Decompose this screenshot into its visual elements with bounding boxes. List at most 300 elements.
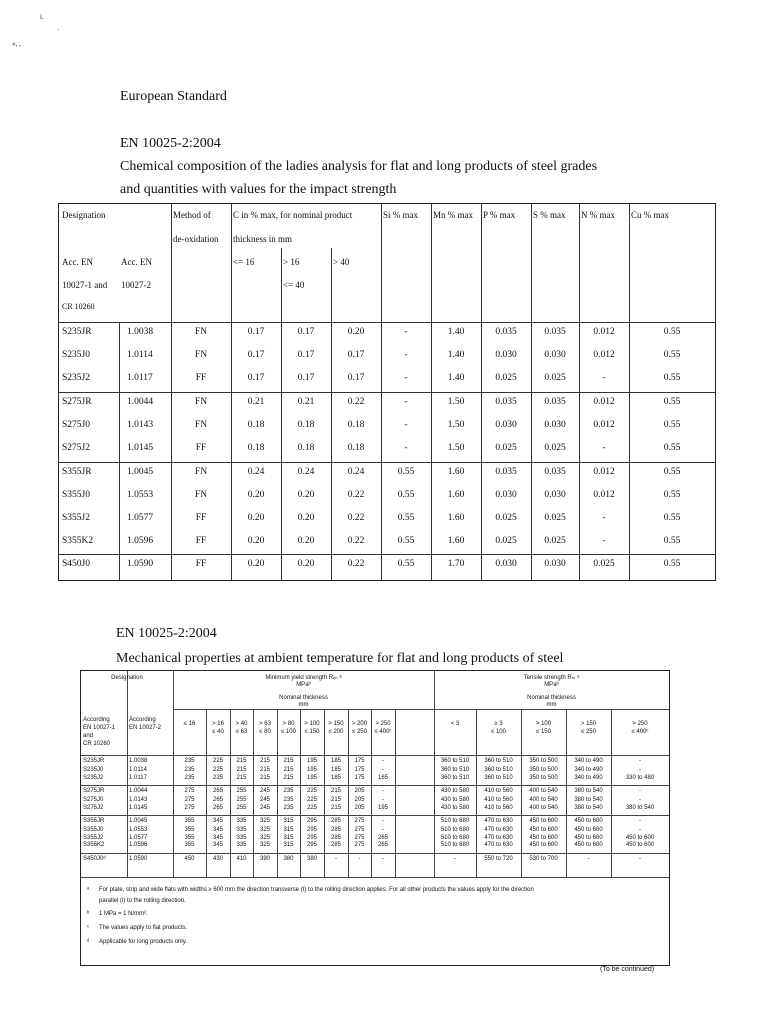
material-number-cell: 1.0145 — [129, 804, 148, 811]
table-row — [59, 392, 715, 415]
value-cell: 0.025 — [495, 513, 517, 523]
value-cell: 0.18 — [247, 420, 265, 430]
value-cell: 0.035 — [544, 467, 566, 477]
yield-value: 225 — [212, 774, 223, 781]
value-cell: 0.17 — [347, 373, 365, 383]
value-cell: 0.55 — [397, 513, 415, 523]
value-cell: 0.035 — [495, 467, 517, 477]
value-cell: 0.030 — [544, 490, 566, 500]
material-number-cell: 1.0044 — [129, 788, 148, 794]
value-cell: 1.40 — [447, 373, 465, 383]
value-cell: 0.012 — [593, 350, 615, 360]
material-number-cell: 1.0038 — [127, 327, 154, 337]
header-acc-en: Acc. EN — [62, 257, 93, 267]
yield-value: 335 — [236, 834, 247, 841]
footnote-mark: ᵈ — [87, 939, 90, 945]
tensile-value: 340 to 490 — [574, 774, 603, 781]
tensile-value: 470 to 630 — [484, 818, 513, 824]
tensile-value: - — [639, 827, 641, 833]
yield-value: 225 — [212, 767, 223, 773]
tensile-value: 450 to 600 — [529, 834, 558, 841]
yield-value: 255 — [236, 804, 247, 811]
value-cell: 0.025 — [495, 373, 517, 383]
grade-cell: S355J2 — [83, 834, 104, 841]
tensile-value: 510 to 680 — [440, 827, 470, 833]
tensile-value: 450 to 600 — [574, 827, 603, 833]
value-cell: 1.50 — [447, 397, 465, 407]
grade-cell: S275JR — [62, 397, 92, 407]
value-cell: 0.030 — [495, 559, 517, 569]
yield-value: 315 — [283, 818, 294, 824]
value-cell: FF — [195, 373, 207, 383]
yield-value: 275 — [184, 797, 195, 803]
header-yield: Minimum yield strength Rₑₕ ᵃ — [265, 675, 342, 681]
grade-cell: S355JR — [83, 818, 105, 824]
tensile-value: 340 to 490 — [574, 767, 603, 773]
yield-value: 235 — [283, 804, 294, 811]
value-cell: 0.17 — [297, 373, 315, 383]
header-cu: Cu % max — [631, 210, 669, 220]
section1-title-line2: and quantities with values for the impact strength — [120, 182, 397, 197]
value-cell: 0.21 — [297, 397, 315, 407]
material-number-cell: 1.0577 — [129, 834, 148, 841]
header-acc-en: 10027-1 and — [62, 280, 108, 290]
footnote-text: The values apply to flat products. — [99, 925, 188, 931]
value-cell: 0.030 — [495, 420, 517, 430]
header-yield-nominal: mm — [298, 702, 309, 708]
value-cell: 0.18 — [297, 443, 315, 453]
header-yield-thickness: > 16 — [212, 721, 224, 727]
header-acc-en: According — [83, 717, 110, 723]
material-number-cell: 1.0590 — [127, 559, 154, 569]
value-cell: - — [404, 443, 408, 453]
value-cell: 0.030 — [544, 350, 566, 360]
grade-cell: S235J2 — [62, 373, 90, 383]
yield-value: 285 — [330, 827, 341, 833]
tensile-value: 410 to 560 — [484, 788, 513, 794]
value-cell: 0.55 — [397, 559, 415, 569]
material-number-cell: 1.0038 — [129, 758, 148, 764]
header-yield-thickness: ≤ 63 — [235, 729, 248, 735]
yield-value: 225 — [212, 758, 223, 764]
header-yield-thickness: ≤ 40 — [212, 729, 224, 735]
material-number-cell: 1.0117 — [127, 373, 153, 383]
yield-value: 215 — [283, 774, 294, 781]
header-tensile-thickness: > 150 — [580, 721, 597, 727]
tensile-value: 380 to 540 — [625, 804, 655, 811]
header-thickness: <= 16 — [233, 257, 255, 267]
header-tensile-thickness: < 3 — [450, 721, 460, 727]
yield-value: 265 — [377, 842, 388, 848]
header-acc-en: EN 10027-2 — [129, 725, 162, 731]
tensile-value: - — [639, 797, 641, 803]
value-cell: 0.012 — [593, 467, 615, 477]
yield-value: 315 — [283, 842, 294, 848]
value-cell: - — [404, 327, 408, 337]
header-yield-thickness: > 250 — [375, 721, 391, 727]
yield-value: 255 — [236, 797, 247, 803]
yield-value: 345 — [212, 827, 223, 833]
value-cell: - — [404, 350, 408, 360]
yield-value: 205 — [354, 804, 365, 811]
value-cell: 0.55 — [397, 536, 415, 546]
header-p: P % max — [483, 210, 516, 220]
header-yield-thickness: > 100 — [304, 721, 320, 727]
value-cell: 0.025 — [593, 559, 615, 569]
value-cell: 0.24 — [297, 467, 315, 477]
material-number-cell: 1.0590 — [129, 856, 148, 862]
footnote-mark: ᵇ — [87, 911, 90, 917]
yield-value: 235 — [184, 767, 195, 773]
footnote-mark: ᶜ — [87, 925, 90, 931]
grade-cell: S235J0 — [83, 767, 104, 773]
value-cell: 0.012 — [593, 490, 615, 500]
header-method: de-oxidation — [173, 234, 219, 244]
scan-mark: i. — [40, 13, 44, 21]
yield-value: 225 — [306, 804, 317, 811]
yield-value: 215 — [236, 758, 247, 764]
yield-value: 355 — [184, 827, 195, 833]
yield-value: 235 — [184, 774, 195, 781]
yield-value: 285 — [330, 842, 341, 848]
header-n: N % max — [581, 210, 615, 220]
footnote-mark: ᵃ — [87, 887, 90, 893]
material-number-cell: 1.0114 — [129, 767, 147, 773]
header-acc-en: CR 10260 — [62, 302, 95, 311]
value-cell: 0.55 — [397, 490, 415, 500]
tensile-value: 450 to 600 — [625, 834, 655, 841]
yield-value: 295 — [306, 834, 317, 841]
grade-cell: S275JR — [83, 788, 105, 794]
grade-cell: S355K2 — [62, 536, 94, 546]
material-number-cell: 1.0045 — [127, 467, 154, 477]
table-row — [59, 485, 715, 508]
yield-value: 325 — [259, 827, 270, 833]
header-tensile-thickness: ≤ 400ᶜ — [631, 729, 649, 735]
yield-value: 245 — [259, 804, 270, 811]
yield-value: 335 — [236, 818, 247, 824]
column-divider — [395, 709, 396, 877]
tensile-value: 410 to 560 — [484, 797, 513, 803]
header-tensile: Tensile strength Rₘ ᵃ — [523, 675, 580, 681]
value-cell: 0.17 — [297, 350, 315, 360]
material-number-cell: 1.0045 — [129, 818, 148, 824]
yield-value: - — [382, 856, 384, 862]
yield-value: - — [382, 818, 384, 824]
yield-value: 380 — [283, 856, 294, 862]
value-cell: 0.21 — [247, 397, 265, 407]
footnote-text: Applicable for long products only. — [99, 939, 187, 945]
value-cell: - — [404, 420, 408, 430]
yield-value: 195 — [306, 758, 317, 764]
yield-value: 245 — [259, 797, 270, 803]
material-number-cell: 1.0145 — [127, 443, 154, 453]
value-cell: 0.18 — [347, 420, 365, 430]
section1-title-line1: Chemical composition of the ladies analysis for flat and long products of steel grades — [120, 159, 598, 174]
row-divider — [81, 815, 669, 816]
yield-value: 315 — [283, 834, 294, 841]
grade-cell: S355K2 — [83, 842, 105, 848]
value-cell: 1.40 — [447, 327, 465, 337]
value-cell: - — [602, 443, 606, 453]
header-acc-en: According — [129, 717, 156, 723]
tensile-value: 510 to 680 — [440, 818, 470, 824]
section2-code: EN 10025-2:2004 — [116, 626, 217, 641]
footnote-text: 1 MPa = 1 N/mm². — [99, 911, 148, 917]
table-row — [59, 438, 715, 461]
material-number-cell: 1.0143 — [129, 797, 148, 803]
value-cell: 0.55 — [663, 420, 681, 430]
header-tensile-nominal: mm — [546, 702, 557, 708]
yield-value: 450 — [184, 856, 195, 862]
yield-value: 275 — [184, 804, 195, 811]
tensile-value: 360 to 510 — [484, 774, 513, 781]
grade-cell: S355JR — [62, 467, 92, 477]
value-cell: 0.17 — [347, 350, 365, 360]
header-yield-thickness: > 200 — [351, 721, 368, 727]
header-designation: Designation — [111, 675, 143, 681]
value-cell: 0.20 — [297, 490, 315, 500]
value-cell: 0.18 — [347, 443, 365, 453]
tensile-value: 550 to 720 — [484, 856, 513, 862]
table-row — [59, 345, 715, 368]
value-cell: 0.22 — [347, 397, 365, 407]
header-yield-nominal: Nominal thickness — [279, 695, 328, 701]
header-yield-thickness: > 150 — [328, 721, 344, 727]
tensile-value: 400 to 540 — [529, 797, 558, 803]
header-yield-thickness: ≤ 400ᶜ — [374, 729, 392, 735]
section1-code: EN 10025-2:2004 — [120, 136, 221, 151]
tensile-value: - — [639, 818, 641, 824]
value-cell: FF — [195, 443, 207, 453]
value-cell: 0.025 — [544, 443, 566, 453]
yield-value: 175 — [354, 774, 365, 781]
value-cell: FN — [194, 420, 208, 430]
value-cell: 0.17 — [247, 350, 265, 360]
yield-value: - — [382, 758, 384, 764]
value-cell: 0.035 — [544, 397, 566, 407]
value-cell: 0.22 — [347, 490, 365, 500]
material-number-cell: 1.0553 — [129, 827, 148, 833]
yield-value: - — [382, 827, 384, 833]
tensile-value: 470 to 630 — [484, 842, 513, 848]
yield-value: - — [382, 797, 384, 803]
material-number-cell: 1.0596 — [129, 842, 148, 848]
value-cell: 0.55 — [663, 327, 681, 337]
value-cell: 0.20 — [347, 327, 365, 337]
yield-value: 335 — [236, 827, 247, 833]
header-yield-thickness: > 40 — [235, 721, 248, 727]
yield-value: 195 — [306, 774, 317, 781]
yield-value: 225 — [306, 788, 317, 794]
header-acc-en: EN 10027-1 — [83, 725, 116, 731]
yield-value: 185 — [330, 758, 341, 764]
yield-value: 215 — [259, 767, 270, 773]
value-cell: - — [404, 397, 408, 407]
yield-value: 215 — [330, 788, 341, 794]
header-acc-en: 10027-2 — [121, 280, 151, 290]
header-acc-en: Acc. EN — [121, 257, 152, 267]
value-cell: 0.20 — [247, 559, 265, 569]
header-thickness: <= 40 — [283, 280, 305, 290]
value-cell: - — [602, 373, 606, 383]
header-carbon: C in % max, for nominal product — [233, 210, 353, 220]
yield-value: 355 — [184, 834, 195, 841]
value-cell: FN — [194, 350, 208, 360]
tensile-value: 450 to 600 — [529, 842, 558, 848]
yield-value: 345 — [212, 842, 223, 848]
yield-value: 265 — [377, 834, 388, 841]
material-number-cell: 1.0143 — [127, 420, 154, 430]
tensile-value: 450 to 600 — [529, 827, 558, 833]
tensile-value: 380 to 540 — [574, 804, 603, 811]
value-cell: 1.60 — [447, 490, 465, 500]
table-row — [59, 368, 715, 391]
header-yield-thickness: > 63 — [259, 721, 271, 727]
material-number-cell: 1.0114 — [127, 350, 153, 360]
yield-value: 215 — [236, 767, 247, 773]
yield-value: 345 — [212, 834, 223, 841]
header-yield-thickness: > 80 — [282, 721, 295, 727]
yield-value: 355 — [184, 842, 195, 848]
value-cell: 0.55 — [663, 490, 681, 500]
value-cell: FF — [195, 536, 207, 546]
tensile-value: 400 to 540 — [529, 804, 558, 811]
header-acc-en: and — [83, 733, 94, 739]
header-mn: Mn % max — [433, 210, 473, 220]
value-cell: 0.012 — [593, 327, 615, 337]
row-divider — [81, 785, 669, 786]
value-cell: FN — [194, 397, 208, 407]
tensile-value: 360 to 510 — [440, 767, 470, 773]
material-number-cell: 1.0117 — [129, 774, 147, 781]
value-cell: 0.20 — [247, 536, 265, 546]
document-header: European Standard — [120, 89, 227, 104]
continued-note: (To be continued) — [600, 966, 655, 973]
yield-value: 265 — [212, 797, 223, 803]
row-divider — [173, 709, 669, 710]
yield-value: 215 — [236, 774, 247, 781]
tensile-value: 450 to 600 — [574, 818, 603, 824]
yield-value: 215 — [283, 767, 294, 773]
yield-value: 175 — [354, 767, 365, 773]
tensile-value: - — [639, 856, 641, 862]
yield-value: - — [335, 856, 337, 862]
value-cell: FN — [194, 490, 208, 500]
column-divider — [127, 671, 128, 877]
header-thickness: > 40 — [333, 257, 350, 267]
header-tensile-thickness: > 100 — [535, 721, 552, 727]
header-yield-thickness: ≤ 16 — [183, 721, 196, 727]
tensile-value: 450 to 600 — [574, 842, 603, 848]
table-row — [59, 415, 715, 438]
value-cell: 0.025 — [495, 536, 517, 546]
value-cell: 1.70 — [447, 559, 465, 569]
value-cell: 0.18 — [247, 443, 265, 453]
tensile-value: 430 to 580 — [440, 797, 470, 803]
yield-value: 195 — [377, 804, 388, 811]
tensile-value: 470 to 630 — [484, 834, 513, 841]
tensile-value: 340 to 490 — [574, 758, 603, 764]
header-tensile-thickness: > 250 — [632, 721, 648, 727]
yield-value: 325 — [259, 842, 270, 848]
value-cell: 1.40 — [447, 350, 465, 360]
header-tensile-nominal: Nominal thickness — [527, 695, 576, 701]
tensile-value: 410 to 560 — [484, 804, 513, 811]
value-cell: 0.20 — [297, 536, 315, 546]
grade-cell: S235JR — [83, 758, 105, 764]
yield-value: 255 — [236, 788, 247, 794]
yield-value: 215 — [283, 758, 294, 764]
header-designation: Designation — [62, 210, 106, 220]
yield-value: 275 — [354, 834, 365, 841]
value-cell: - — [602, 513, 606, 523]
row-divider — [81, 853, 669, 854]
header-tensile-thickness: ≤ 150 — [536, 729, 551, 735]
yield-value: 390 — [259, 856, 270, 862]
header-si: Si % max — [383, 210, 418, 220]
value-cell: 1.50 — [447, 420, 465, 430]
value-cell: 1.50 — [447, 443, 465, 453]
grade-cell: S450J0 — [62, 559, 90, 569]
value-cell: 0.025 — [495, 443, 517, 453]
value-cell: 0.17 — [247, 327, 265, 337]
value-cell: 0.55 — [397, 467, 415, 477]
yield-value: 245 — [259, 788, 270, 794]
yield-value: 295 — [306, 842, 317, 848]
tensile-value: 360 to 510 — [484, 758, 513, 764]
value-cell: 0.24 — [347, 467, 365, 477]
row-divider — [81, 877, 669, 878]
grade-cell: S235JR — [62, 327, 92, 337]
value-cell: 0.22 — [347, 513, 365, 523]
material-number-cell: 1.0577 — [127, 513, 154, 523]
mechanical-properties-table — [80, 670, 670, 966]
tensile-value: 510 to 680 — [440, 834, 470, 841]
tensile-value: - — [639, 767, 641, 773]
header-yield: MPaᵇ — [296, 682, 311, 688]
value-cell: FF — [195, 559, 207, 569]
yield-value: 225 — [306, 797, 317, 803]
value-cell: 0.55 — [663, 467, 681, 477]
tensile-value: 430 to 580 — [440, 804, 470, 811]
yield-value: 430 — [212, 856, 223, 862]
value-cell: 0.025 — [544, 373, 566, 383]
value-cell: 0.030 — [544, 420, 566, 430]
grade-cell: S355J2 — [62, 513, 90, 523]
yield-value: 235 — [283, 797, 294, 803]
value-cell: 0.035 — [544, 327, 566, 337]
yield-value: 215 — [330, 797, 341, 803]
yield-value: 175 — [354, 758, 365, 764]
section2-title: Mechanical properties at ambient temperature for flat and long products of steel — [116, 651, 564, 666]
value-cell: 0.20 — [247, 490, 265, 500]
material-number-cell: 1.0596 — [127, 536, 154, 546]
header-acc-en: CR 10260 — [83, 741, 111, 747]
grade-cell: S355J0 — [62, 490, 90, 500]
value-cell: 1.60 — [447, 536, 465, 546]
yield-value: 215 — [330, 804, 341, 811]
value-cell: 0.025 — [544, 513, 566, 523]
tensile-value: 450 to 600 — [625, 842, 655, 848]
value-cell: 0.025 — [544, 536, 566, 546]
header-carbon: thickness in mm — [233, 234, 292, 244]
yield-value: 205 — [354, 788, 365, 794]
tensile-value: 380 to 540 — [574, 797, 603, 803]
tensile-value: 470 to 630 — [484, 827, 513, 833]
value-cell: 0.030 — [544, 559, 566, 569]
tensile-value: 350 to 500 — [529, 758, 558, 764]
